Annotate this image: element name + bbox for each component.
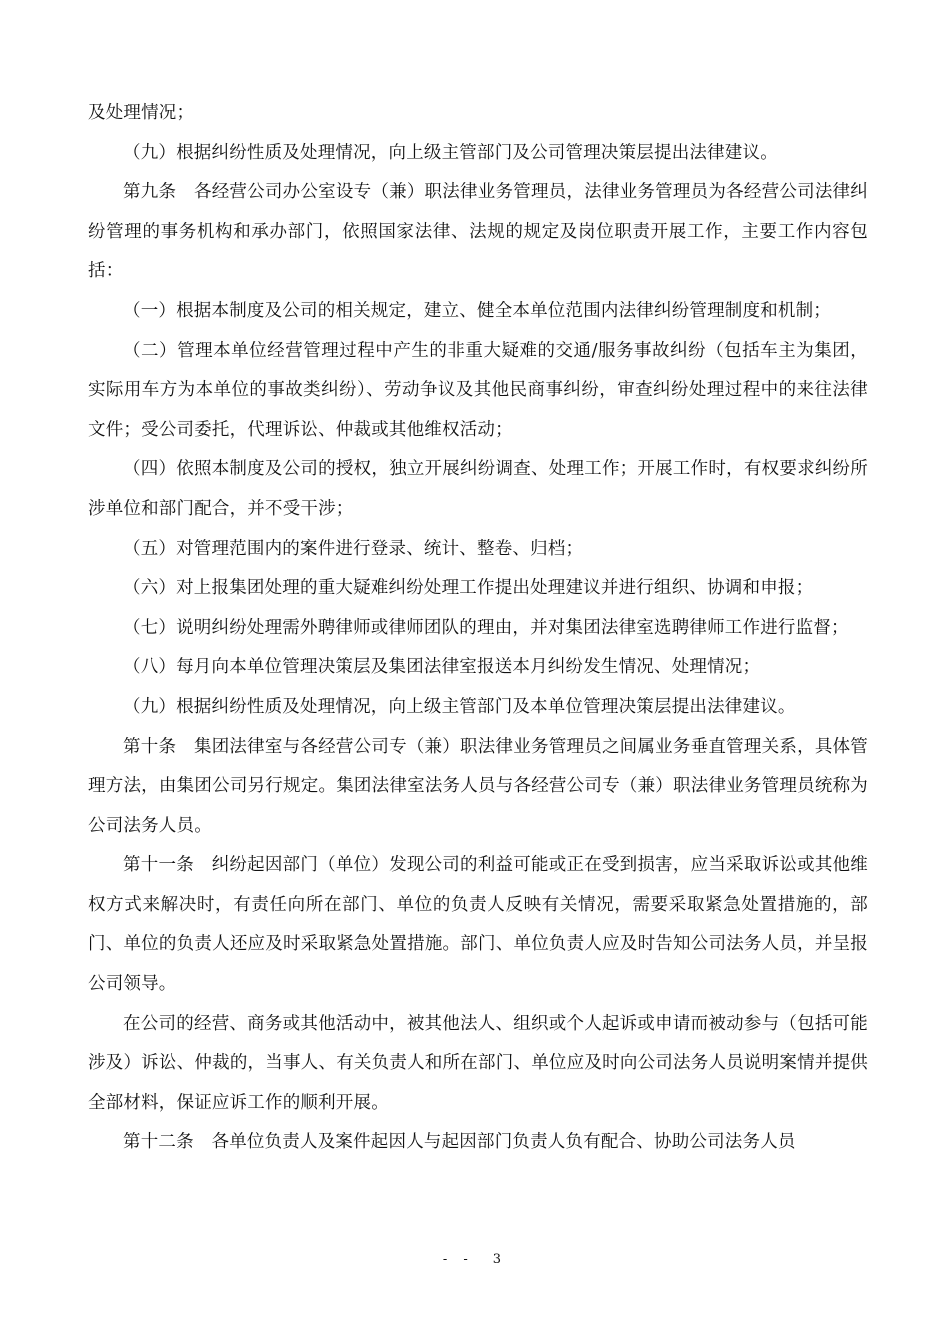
paragraph: （九）根据纠纷性质及处理情况，向上级主管部门及本单位管理决策层提出法律建议。 xyxy=(123,696,796,717)
paragraph: （八）每月向本单位管理决策层及集团法律室报送本月纠纷发生情况、处理情况； xyxy=(123,657,761,678)
paragraph: （五）对管理范围内的案件进行登录、统计、整卷、归档； xyxy=(123,538,584,559)
article-10: 第十条 集团法律室与各经营公司专（兼）职法律业务管理员之间属业务垂直管理关系，具体管理方法，由集团公司另行规定。集团法律室法务人员与各经营公司专（兼）职法律业务管理员统称为公司法务人员。 xyxy=(88,736,868,836)
paragraph: （一）根据本制度及公司的相关规定，建立、健全本单位范围内法律纠纷管理制度和机制； xyxy=(123,300,831,321)
paragraph: （二）管理本单位经营管理过程中产生的非重大疑难的交通/服务事故纠纷（包括车主为集团，实际用车方为本单位的事故类纠纷）、劳动争议及其他民商事纠纷，审查纠纷处理过程中的来往法律文件；受公司委托，代理诉讼、仲裁或其他维权活动； xyxy=(88,340,868,440)
paragraph: （四）依照本制度及公司的授权，独立开展纠纷调查、处理工作；开展工作时，有权要求纠纷所涉单位和部门配合，并不受干涉； xyxy=(88,459,868,519)
article-11: 第十一条 纠纷起因部门（单位）发现公司的利益可能或正在受到损害，应当采取诉讼或其他维权方式来解决时，有责任向所在部门、单位的负责人反映有关情况，需要采取紧急处置措施的，部门、单位的负责人还应及时采取紧急处置措施。部门、单位负责人应及时告知公司法务人员，并呈报公司领导。 xyxy=(88,855,868,995)
document-body xyxy=(88,94,868,1163)
paragraph: （七）说明纠纷处理需外聘律师或律师团队的理由，并对集团法律室选聘律师工作进行监督； xyxy=(123,617,849,638)
page-number: - - 3 xyxy=(442,1252,508,1267)
paragraph: 及处理情况； xyxy=(88,103,195,123)
article-9: 第九条 各经营公司办公室设专（兼）职法律业务管理员，法律业务管理员为各经营公司法律纠纷管理的事务机构和承办部门，依照国家法律、法规的规定及岗位职责开展工作，主要工作内容包括： xyxy=(88,182,868,282)
paragraph: （九）根据纠纷性质及处理情况，向上级主管部门及公司管理决策层提出法律建议。 xyxy=(123,142,778,163)
paragraph: （六）对上报集团处理的重大疑难纠纷处理工作提出处理建议并进行组织、协调和申报； xyxy=(123,578,814,599)
paragraph: 在公司的经营、商务或其他活动中，被其他法人、组织或个人起诉或申请而被动参与（包括可能涉及）诉讼、仲裁的，当事人、有关负责人和所在部门、单位应及时向公司法务人员说明案情并提供全部材料，保证应诉工作的顺利开展。 xyxy=(88,1013,868,1113)
article-12: 第十二条 各单位负责人及案件起因人与起因部门负责人负有配合、协助公司法务人员 xyxy=(123,1132,796,1153)
